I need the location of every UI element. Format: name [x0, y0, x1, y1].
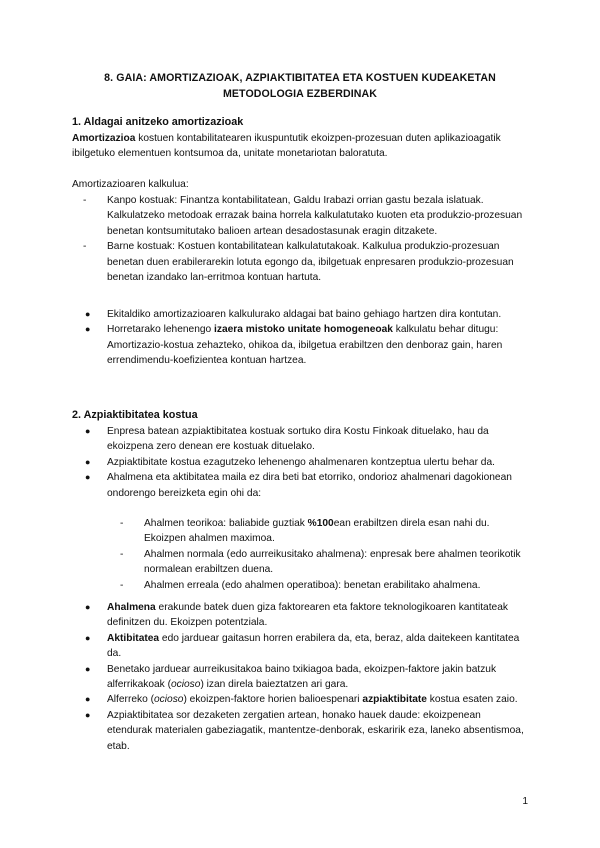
list-item-text: Ahalmen erreala (edo ahalmen operatiboa): benetan erabilitako ahalmena. [144, 579, 481, 591]
section-2-bullets-b [85, 600, 527, 754]
list-item [85, 692, 527, 707]
section-1-bullets [85, 307, 527, 369]
list-item-text: erakunde batek duen giza faktorearen eta faktore teknologikoaren kantitateak definitzen du. Ekoizpen potentziala. [107, 602, 508, 629]
list-item-text: Barne kostuak: Kostuen kontabilitatean kalkulatutakoak. Kalkulua produkzio-prozesuan benetan duen erabilerarekin lotuta egongo da, ibilgetuak enpresaren produkzio-prozesuan benetan izandako lan-erritmoa kontuan hartuta. [107, 241, 514, 284]
bullet-marker: ● [85, 694, 91, 705]
list-item-text-pre: Ahalmen teorikoa: baliabide guztiak [144, 518, 308, 529]
dash-marker: - [120, 548, 124, 560]
page-title [72, 71, 528, 102]
list-item-text: Azpiaktibitatea sor dezaketen zergatien artean, honako hauek daude: ekoizpenean etendurak materialen gabeziagatik, mantentze-denborak, eskaririk eza, laneko absentismoa, etab. [107, 709, 524, 752]
capacity-types-list [120, 516, 528, 593]
bullet-marker: ● [85, 472, 91, 483]
list-item-text: Enpresa batean azpiaktibitatea kostuak sortuko dira Kostu Finkoak dituelako, hau da ekoizpena zero denean ere kostuak dituelako. [107, 426, 489, 453]
dash-marker: - [83, 241, 87, 253]
list-item-text-pre: Horretarako lehenengo [107, 324, 215, 336]
list-item-continuation: Amortizazio-kostua zehazteko, ohikoa da, ibilgetua erabiltzen den denboraz gain, haren errendimendu-koefizientea kontuan hartzea. [107, 339, 503, 367]
list-item-text: Azpiaktibitate kostua ezagutzeko lehenengo ahalmenaren kontzeptua ulertu behar da. [107, 456, 495, 468]
list-item [120, 516, 528, 547]
list-item-text-pre: Alferreko ( [107, 694, 154, 706]
list-item [85, 470, 527, 501]
title-line-1: 8. GAIA: AMORTIZAZIOAK, AZPIAKTIBITATEA ETA KOSTUEN KUDEAKETAN [104, 72, 496, 84]
list-item-bold: %100 [307, 518, 334, 529]
list-item-text: Kanpo kostuak: Finantza kontabilitatean, Galdu Irabazi orrian gastu bezala islatuak. Kalkulatzeko metodoak errazak baina horrela kalkulatutako kuoten eta produkzio-prozesuan benetan kontsumitutako balioen artean desadostasunak eragin ditzakete. [107, 195, 523, 237]
list-item-text-post: ) izan direla baieztatzen ari gara. [200, 679, 349, 691]
list-item-italic: ocioso [154, 694, 184, 706]
dash-marker: - [83, 195, 87, 206]
list-item-bold: Aktibitatea [107, 632, 160, 644]
list-item [85, 662, 527, 693]
list-item-text-mid: ) ekoizpen-faktore horien balioespenari [183, 694, 363, 706]
list-item [85, 631, 527, 662]
list-item [85, 424, 527, 455]
list-item-text-pre: Benetako jarduear aurreikusitakoa baino txikiagoa bada, ekoizpen-faktore jakin batzuk alferrikakoak ( [107, 663, 497, 691]
list-item [85, 600, 527, 631]
bullet-marker: ● [85, 309, 91, 319]
list-item-text: Ekitaldiko amortizazioaren kalkulurako aldagai bat baino gehiago hartzen dira kontutan. [107, 309, 502, 320]
calc-label: Amortizazioaren kalkulua: [72, 179, 189, 190]
list-item [85, 708, 527, 754]
list-item-bold: izaera mistoko unitate homogeneoak [214, 324, 393, 336]
bullet-marker: ● [85, 709, 91, 720]
dash-marker: - [120, 518, 124, 529]
bullet-marker: ● [85, 602, 91, 612]
title-line-2: METODOLOGIA EZBERDINAK [222, 87, 378, 100]
list-item-text-post: kostua esaten zaio. [426, 694, 518, 706]
section-2-bullets-a [85, 424, 527, 501]
intro-text: kostuen kontabilitatearen ikuspuntutik ekoizpen-prozesuan duten aplikazioagatik ibilgetuko elementuen kontsumoa da, unitate monetariotan baloratuta. [72, 133, 501, 160]
list-item-text: edo jarduear gaitasun horren erabilera da, eta, beraz, alda daitekeen kantitatea da. [107, 632, 520, 660]
list-item [120, 578, 528, 593]
dash-marker: - [120, 579, 124, 591]
cost-types-list [83, 193, 527, 285]
section-2-heading: 2. Azpiaktibitatea kostua [72, 409, 198, 421]
bullet-marker: ● [85, 632, 91, 643]
list-item-bold: Ahalmena [107, 602, 156, 613]
bullet-marker: ● [85, 663, 91, 674]
list-item-text: Ahalmena eta aktibitatea maila ez dira beti bat etorriko, ondorioz ahalmenari dagokionean ondorengo bereizketa egin ohi da: [107, 472, 512, 499]
page-number: 1 [522, 796, 528, 807]
list-item-text: Ahalmen normala (edo aurreikusitako ahalmena): enpresak bere ahalmen teorikotik normalean erabiltzen duena. [144, 548, 521, 576]
list-item [83, 239, 527, 285]
bullet-marker: ● [85, 456, 91, 467]
list-item-text-post: ean erabiltzen direla esan nahi du. Ekoizpen ahalmen maximoa. [144, 518, 490, 545]
bullet-marker: ● [85, 426, 91, 436]
section-1-heading: 1. Aldagai anitzeko amortizazioak [72, 116, 244, 128]
list-item [85, 322, 527, 368]
list-item [83, 193, 527, 239]
list-item-bold: azpiaktibitate [362, 694, 427, 706]
list-item [120, 547, 528, 578]
list-item-italic: ocioso [170, 679, 201, 691]
intro-term: Amortizazioa [72, 133, 136, 144]
list-item-text-post: kalkulatu behar ditugu: [392, 324, 499, 336]
bullet-marker: ● [85, 324, 91, 335]
section-1-intro [72, 131, 532, 162]
list-item [85, 455, 527, 470]
list-item [85, 307, 527, 322]
